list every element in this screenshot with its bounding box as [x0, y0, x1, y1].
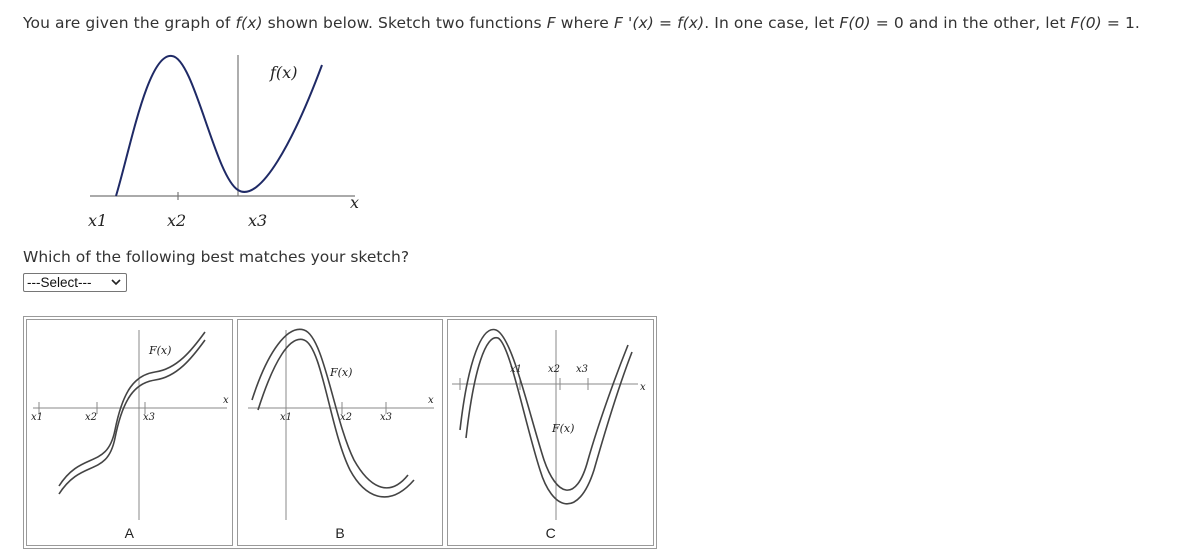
- select-value: ---Select---: [27, 275, 92, 290]
- svg-text:x2: x2: [339, 412, 352, 423]
- f-graph: [60, 40, 440, 240]
- svg-text:F(x): F(x): [329, 366, 353, 379]
- choice-b-letter: B: [335, 525, 345, 541]
- svg-text:F(x): F(x): [149, 344, 172, 357]
- prompt-text: Which of the following best matches your sketch?: [23, 248, 410, 266]
- tick-label-x3: x3: [248, 211, 268, 230]
- choice-b-graph: [238, 320, 444, 545]
- answer-select[interactable]: [23, 273, 127, 292]
- svg-text:x: x: [640, 382, 646, 393]
- tick-label-x2: x2: [167, 211, 187, 230]
- svg-text:x3: x3: [576, 364, 589, 375]
- svg-text:x3: x3: [143, 412, 156, 423]
- svg-text:x1: x1: [510, 364, 523, 375]
- x-axis-label: x: [350, 193, 360, 212]
- svg-text:x1: x1: [279, 412, 292, 423]
- answer-choices: [23, 316, 657, 549]
- f-curve-label: f(x): [270, 63, 298, 82]
- choice-a[interactable]: [26, 319, 233, 546]
- svg-text:x3: x3: [379, 412, 392, 423]
- svg-text:F(x): F(x): [552, 422, 575, 435]
- choice-c-graph: [448, 320, 654, 545]
- choice-a-letter: A: [124, 525, 134, 541]
- choice-b[interactable]: [237, 319, 444, 546]
- svg-text:x1: x1: [31, 412, 44, 423]
- svg-text:x2: x2: [548, 364, 561, 375]
- chevron-down-icon: [110, 276, 122, 288]
- question-text: You are given the graph of f(x) shown below. Sketch two functions F where F '(x) = f(x). In one case, let F(0) = 0 and in the other, let F(0) = 1.: [23, 14, 1140, 32]
- choice-a-graph: [27, 320, 233, 545]
- svg-text:x: x: [427, 395, 434, 406]
- choice-c-letter: C: [545, 525, 556, 541]
- tick-label-x1: x1: [88, 211, 108, 230]
- svg-text:x: x: [223, 395, 229, 406]
- choice-c[interactable]: [447, 319, 654, 546]
- svg-text:x2: x2: [85, 412, 98, 423]
